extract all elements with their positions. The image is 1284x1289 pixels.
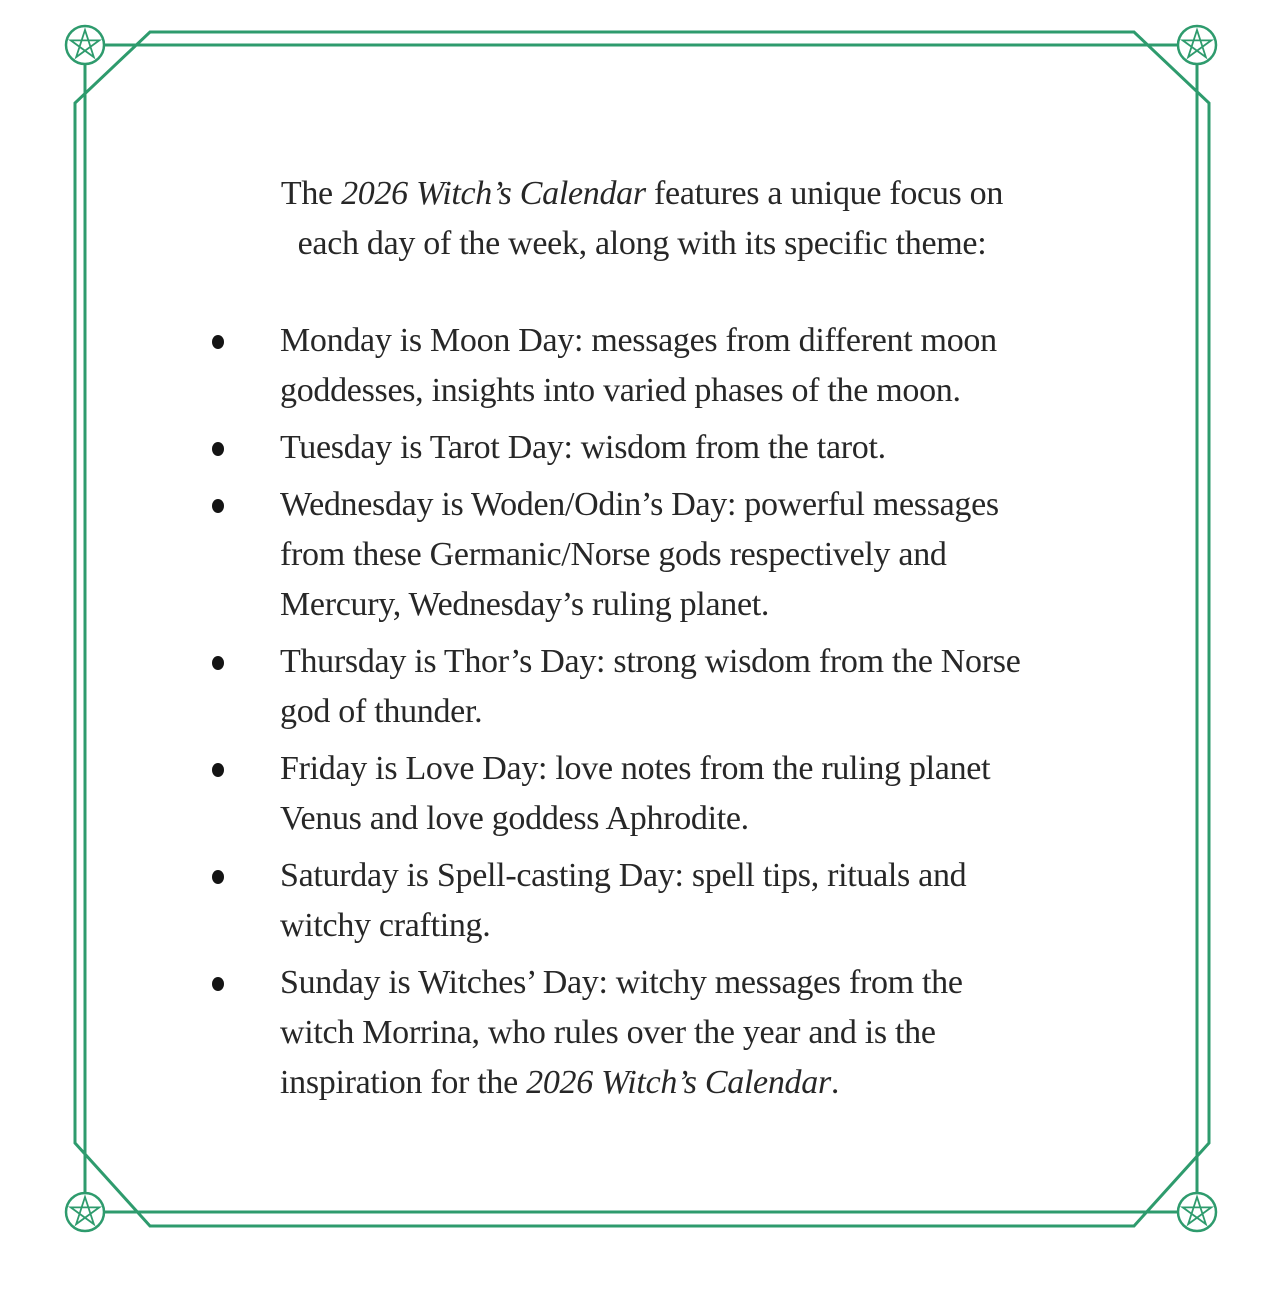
text-line: witchy crafting.	[280, 907, 491, 944]
text-line: Mercury, Wednesday’s ruling planet.	[280, 586, 770, 623]
book-title: 2026 Witch’s Calendar	[526, 1064, 831, 1101]
list-item-saturday	[212, 851, 1092, 951]
bullet-dot	[212, 442, 224, 456]
bullet-dot	[212, 763, 224, 777]
text-line: god of thunder.	[280, 693, 483, 730]
bullet-dot	[212, 977, 224, 991]
book-title: 2026 Witch’s Calendar	[341, 175, 646, 212]
text-line: Sunday is Witches’ Day: witchy messages from the	[280, 964, 963, 1001]
text-line: goddesses, insights into varied phases of the moon.	[280, 372, 961, 409]
list-item-text	[280, 480, 999, 630]
text-line: Saturday is Spell-casting Day: spell tips, rituals and	[280, 857, 967, 894]
text-line: Venus and love goddess Aphrodite.	[280, 800, 749, 837]
list-item-monday	[212, 316, 1092, 416]
bullet-dot	[212, 870, 224, 884]
list-item-text	[280, 744, 990, 844]
bullet-dot	[212, 499, 224, 513]
text-line: Monday is Moon Day: messages from different moon	[280, 322, 997, 359]
text-line: witch Morrina, who rules over the year and is the	[280, 1014, 936, 1051]
text-line: inspiration for the 2026 Witch’s Calendar.	[280, 1064, 840, 1101]
list-item-text	[280, 958, 963, 1108]
text-line: Friday is Love Day: love notes from the ruling planet	[280, 750, 991, 787]
list-item-text	[280, 637, 1021, 737]
day-list	[212, 316, 1092, 1115]
list-item-text	[280, 423, 886, 473]
list-item-wednesday	[212, 480, 1092, 630]
text-line: Thursday is Thor’s Day: strong wisdom from the Norse	[280, 643, 1021, 680]
text-line: from these Germanic/Norse gods respectively and	[280, 536, 947, 573]
list-item-text	[280, 316, 997, 416]
text-line: The 2026 Witch’s Calendar features a unique focus on	[280, 175, 1004, 212]
list-item-sunday	[212, 958, 1092, 1108]
bullet-dot	[212, 335, 224, 349]
text-line: Wednesday is Woden/Odin’s Day: powerful messages	[280, 486, 999, 523]
list-item-thursday	[212, 637, 1092, 737]
intro-paragraph	[142, 169, 1142, 269]
list-item-friday	[212, 744, 1092, 844]
bullet-dot	[212, 656, 224, 670]
text-line: Tuesday is Tarot Day: wisdom from the tarot.	[280, 429, 886, 466]
list-item-tuesday	[212, 423, 1092, 473]
list-item-text	[280, 851, 966, 951]
text-line: each day of the week, along with its specific theme:	[297, 225, 987, 262]
